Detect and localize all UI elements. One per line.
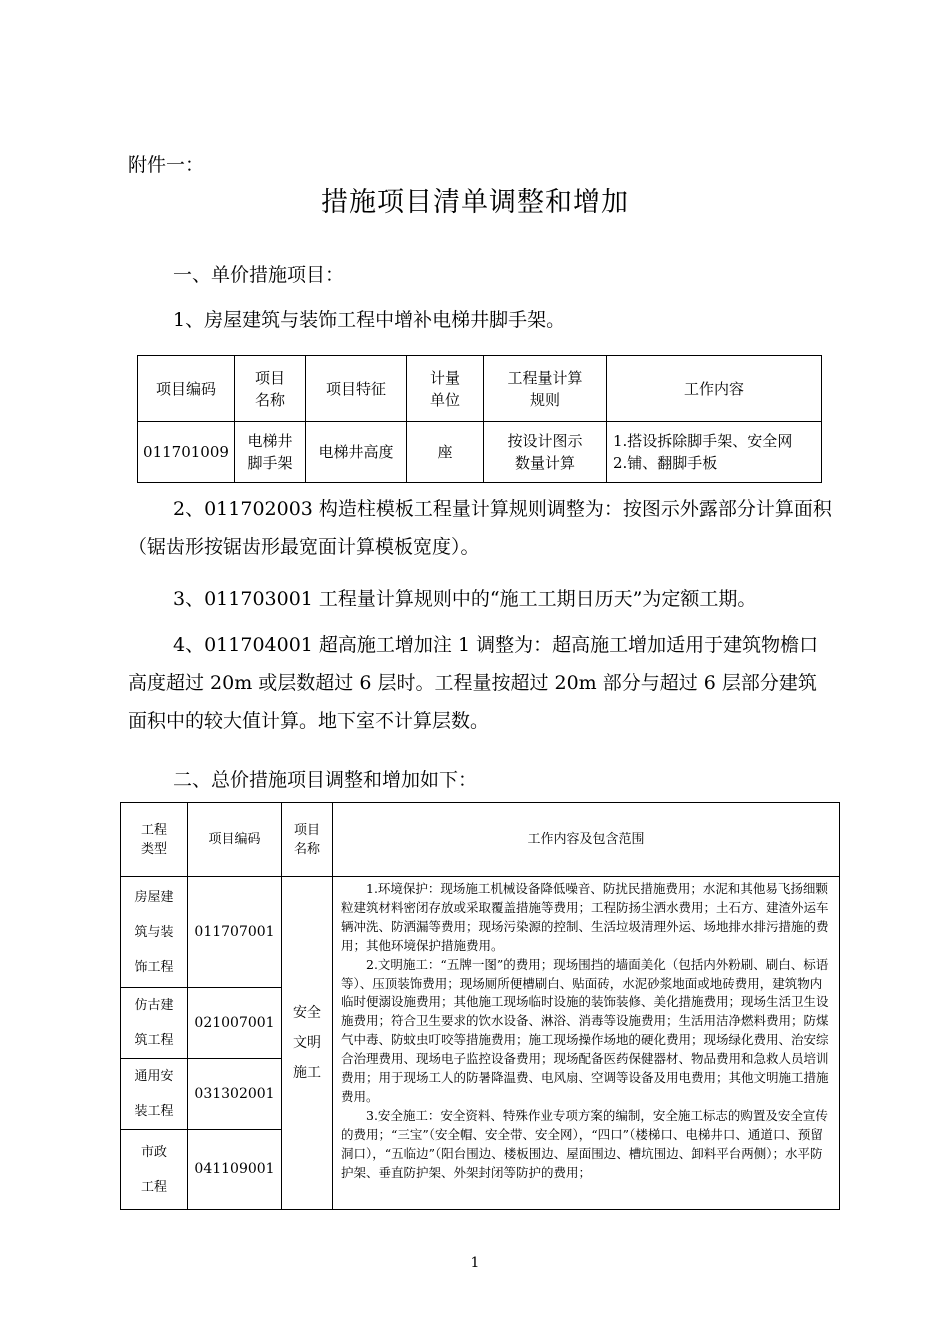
section1-heading: 一、单价措施项目： bbox=[173, 264, 345, 286]
t1-header-feature: 项目特征 bbox=[306, 356, 407, 422]
t1-header-unit: 计量 单位 bbox=[407, 356, 484, 422]
t2-header-code: 项目编码 bbox=[188, 803, 282, 877]
item1-text: 1、房屋建筑与装饰工程中增补电梯井脚手架。 bbox=[173, 309, 566, 331]
t2-code-1: 021007001 bbox=[188, 988, 282, 1059]
t1-cell-code: 011701009 bbox=[138, 422, 235, 483]
t1-cell-content: 1.搭设拆除脚手架、安全网 2.铺、翻脚手板 bbox=[607, 422, 822, 483]
item4-text bbox=[128, 626, 833, 740]
t1-cell-unit: 座 bbox=[407, 422, 484, 483]
lump-sum-measures-table bbox=[120, 802, 840, 1210]
t1-header-content: 工作内容 bbox=[607, 356, 822, 422]
t2-content-civilized: 2.文明施工：“五牌一图”的费用；现场围挡的墙面美化（包括内外粉刷、刷白、标语等）、压顶装饰费用；现场厕所便槽刷白、贴面砖，水泥砂浆地面或地砖费用，建筑物内临时便溺设施费用；其他施工现场临时设施的装饰装修、美化措施费用；现场生活卫生设施费用；符合卫生要求的饮水设备、淋浴、消毒等设施费用；生活用洁净燃料费用；防煤气中毒、防蚊虫叮咬等措施费用；施工现场操作场地的硬化费用；现场绿化费用、治安综合治理费用、现场电子监控设备费用；现场配备医药保健器材、物品费用和急救人员培训费用；用于现场工人的防暑降温费、电风扇、空调等设备及用电费用；其他文明施工措施费用。 bbox=[341, 956, 829, 1104]
item2-body: 2、011702003 构造柱模板工程量计算规则调整为：按图示外露部分计算面积（锯齿形按锯齿形最宽面计算模板宽度）。 bbox=[128, 498, 832, 558]
t1-cell-name: 电梯井 脚手架 bbox=[235, 422, 306, 483]
t2-header-content: 工作内容及包含范围 bbox=[333, 803, 840, 877]
t2-content bbox=[333, 877, 840, 1210]
t2-type-2: 通用安 装工程 bbox=[121, 1059, 188, 1130]
t2-content-environment: 1.环境保护：现场施工机械设备降低噪音、防扰民措施费用；水泥和其他易飞扬细颗粒建筑材料密闭存放或采取覆盖措施等费用；工程防扬尘洒水费用；土石方、建渣外运车辆冲洗、防洒漏等费用；现场污染源的控制、生活垃圾清理外运、场地排水排污措施的费用；其他环境保护措施费用。 bbox=[341, 881, 829, 953]
t2-type-0: 房屋建 筑与装 饰工程 bbox=[121, 877, 188, 988]
section2-heading: 二、总价措施项目调整和增加如下： bbox=[173, 769, 478, 791]
item4-body: 4、011704001 超高施工增加注 1 调整为：超高施工增加适用于建筑物檐口高度超过 20m 或层数超过 6 层时。工程量按超过 20m 部分与超过 6 层部分建筑面积中的较大值计算。地下室不计算层数。 bbox=[128, 634, 819, 732]
t1-cell-rule: 按设计图示 数量计算 bbox=[484, 422, 607, 483]
t2-content-safety: 3.安全施工：安全资料、特殊作业专项方案的编制，安全施工标志的购置及安全宣传的费用；“三宝”（安全帽、安全带、安全网），“四口”（楼梯口、电梯井口、通道口、预留洞口），“五临边”（阳台围边、楼板围边、屋面围边、槽坑围边、卸料平台两侧）；水平防护架、垂直防护架、外架封闭等防护的费用； bbox=[341, 1107, 828, 1180]
t2-type-3: 市政 工程 bbox=[121, 1130, 188, 1210]
page-title: 措施项目清单调整和增加 bbox=[321, 187, 629, 218]
t1-header-code: 项目编码 bbox=[138, 356, 235, 422]
t2-project-name: 安全 文明 施工 bbox=[282, 877, 333, 1210]
t2-code-0: 011707001 bbox=[188, 877, 282, 988]
t2-header-type: 工程 类型 bbox=[121, 803, 188, 877]
t2-code-3: 041109001 bbox=[188, 1130, 282, 1210]
t1-cell-feature: 电梯井高度 bbox=[306, 422, 407, 483]
t2-type-1: 仿古建 筑工程 bbox=[121, 988, 188, 1059]
attachment-label: 附件一： bbox=[128, 154, 205, 176]
item3-text: 3、011703001 工程量计算规则中的“施工工期日历天”为定额工期。 bbox=[173, 588, 757, 610]
t2-code-2: 031302001 bbox=[188, 1059, 282, 1130]
t1-header-rule: 工程量计算 规则 bbox=[484, 356, 607, 422]
t2-header-name: 项目 名称 bbox=[282, 803, 333, 877]
t1-header-name: 项目 名称 bbox=[235, 356, 306, 422]
page-number: 1 bbox=[470, 1255, 480, 1271]
unit-price-measures-table bbox=[137, 355, 822, 483]
item2-text bbox=[128, 490, 833, 566]
